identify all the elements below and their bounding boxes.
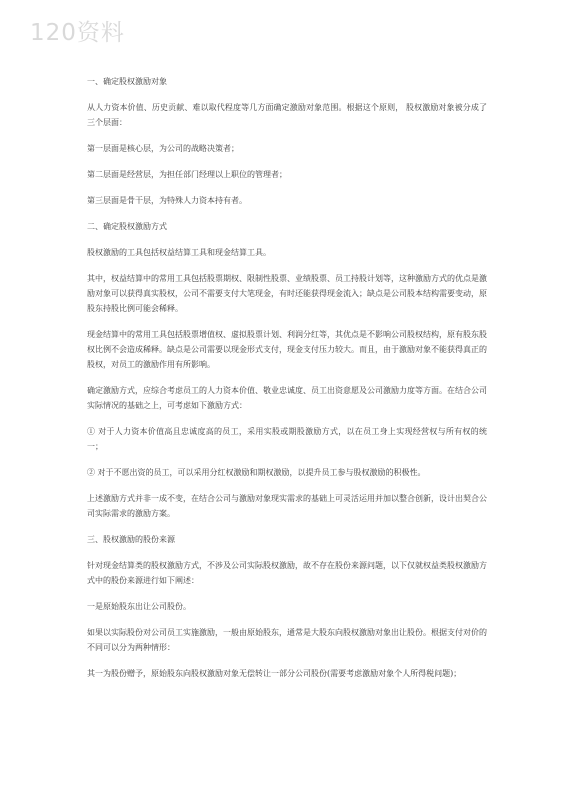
paragraph-equity-settlement: 其中，权益结算中的常用工具包括股票期权、限制性股票、业绩股票、员工持股计划等，这种激励方式的优点是激励对象可以获得真实股权，公司不需要支付大笔现金，有时还能获得现金流入；缺点是公司股本结构需要变动，原股东持股比例可能会稀释。 <box>87 274 487 313</box>
paragraph-flexibility: 上述激励方式并非一成不变，在结合公司与激励对象现实需求的基础上可灵活运用并加以整合创新，设计出契合公司实际需求的激励方案。 <box>87 494 487 518</box>
section-heading-3: 三、股权激励的股份来源 <box>87 535 175 544</box>
section-heading-1: 一、确定股权激励对象 <box>87 77 167 86</box>
paragraph-tools: 股权激励的工具包括权益结算工具和现金结算工具。 <box>87 248 271 257</box>
paragraph-scope: 从人力资本价值、历史贡献、难以取代程度等几方面确定激励对象范围。根据这个原则， 股权激励对象被分成了三个层面： <box>87 103 487 127</box>
paragraph-source-1: 一是原始股东出让公司股份。 <box>87 602 191 611</box>
section-heading-2: 二、确定股权激励方式 <box>87 222 167 231</box>
paragraph-option-2: ② 对于不愿出资的员工，可以采用分红权激励和期权激励，以提升员工参与股权激励的积极性。 <box>87 468 426 477</box>
paragraph-option-1: ① 对于人力资本价值高且忠诚度高的员工，采用实股或期股激励方式，以在员工身上实现经营权与所有权的统一； <box>87 427 487 451</box>
watermark-logo: 120资料 <box>30 20 125 46</box>
paragraph-choose-method: 确定激励方式，应综合考虑员工的人力资本价值、敬业忠诚度、员工出资意愿及公司激励力度等方面。在结合公司实际情况的基础之上，可考虑如下激励方式： <box>87 386 487 410</box>
paragraph-management-layer: 第二层面是经营层，为担任部门经理以上职位的管理者； <box>87 170 287 179</box>
paragraph-core-layer: 第一层面是核心层，为公司的战略决策者； <box>87 144 239 153</box>
paragraph-share-source: 针对现金结算类的股权激励方式，不涉及公司实际股权激励，故不存在股份来源问题，以下仅就权益类股权激励方式中的股份来源进行如下阐述： <box>87 561 487 585</box>
document-body <box>87 74 487 692</box>
paragraph-share-gift: 其一为股份赠予，原始股东向股权激励对象无偿转让一部分公司股份(需要考虑激励对象个人所得税问题)； <box>87 669 462 678</box>
paragraph-backbone-layer: 第三层面是骨干层，为特殊人力资本持有者。 <box>87 196 247 205</box>
paragraph-cash-settlement: 现金结算中的常用工具包括股票增值权、虚拟股票计划、利润分红等，其优点是不影响公司股权结构，原有股东股权比例不会造成稀释。缺点是公司需要以现金形式支付，现金支付压力较大。而且，由于激励对象不能获得真正的股权，对员工的激励作用有所影响。 <box>87 330 487 369</box>
paragraph-actual-shares: 如果以实际股份对公司员工实施激励，一般由原始股东，通常是大股东向股权激励对象出让股份。根据支付对价的不同可以分为两种情形： <box>87 628 487 652</box>
